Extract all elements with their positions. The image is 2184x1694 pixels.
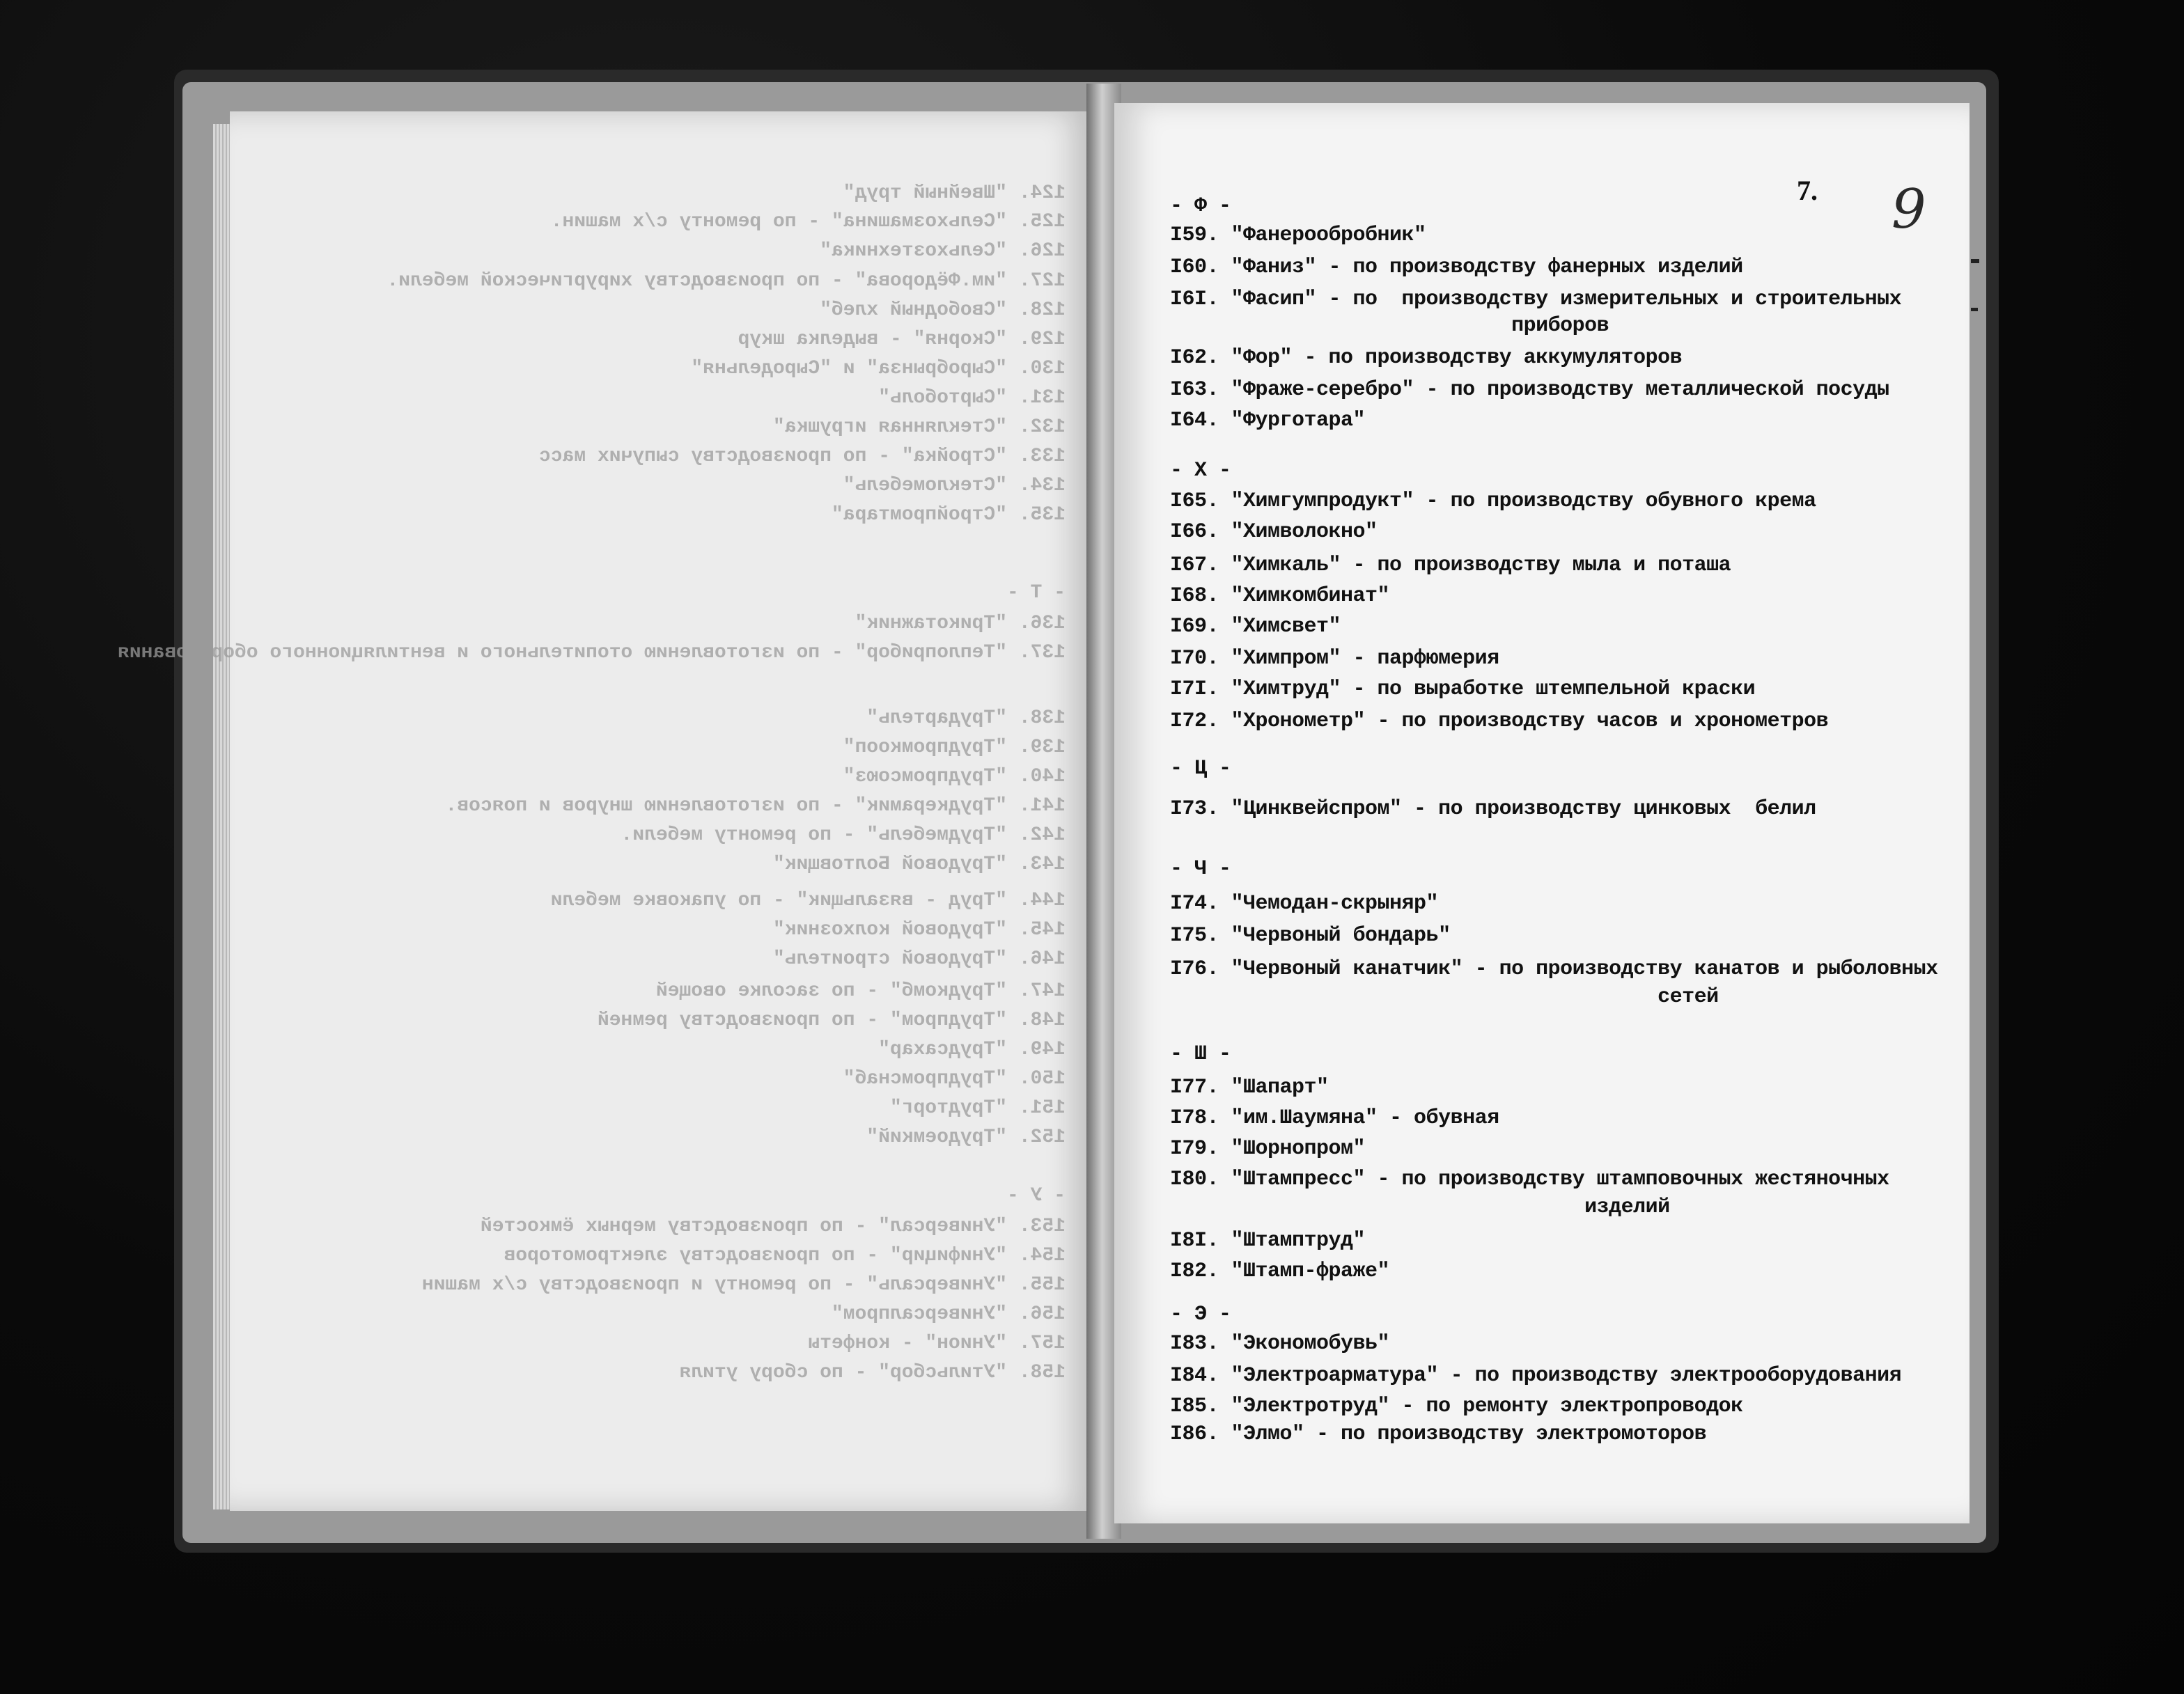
bleed-line: 156. "Универсалпром" (831, 1303, 1066, 1325)
bleed-line: 126. "Сельхозтехника" (820, 240, 1066, 262)
bleed-line: 132. "Стеклянная игрушка" (772, 416, 1066, 438)
bleed-line: 143. "Трудовой Болтовщик" (772, 854, 1066, 875)
bleed-line: 141. "Трудкерамик" - по изготовлению шнуров и поясов. (445, 795, 1066, 817)
list-item: I66. "Химволокно" (1170, 520, 1378, 544)
list-item: I76. "Червоный канатчик" - по производству канатов и рыболовных (1170, 957, 1938, 981)
list-item: I75. "Червоный бондарь" (1170, 924, 1451, 948)
section-header-sh: - Ш - (1170, 1042, 1231, 1066)
list-item: I86. "Элмо" - по производству электромоторов (1170, 1422, 1707, 1446)
list-item: I60. "Фаниз" - по производству фанерных изделий (1170, 256, 1743, 279)
edge-mark (1971, 308, 1978, 311)
list-item: I80. "Штампресс" - по производству штамповочных жестяночных (1170, 1168, 1889, 1191)
list-item-continuation: приборов (1170, 314, 1609, 338)
bleed-line: 155. "Универсаль" - по ремонту и производству с/х машин (421, 1274, 1066, 1296)
bleed-line: 137. "Теплоприбор" - по изготовлению отопительного и вентиляционного оборудования (117, 642, 1066, 664)
list-item: I84. "Электроарматура" - по производству электрооборудования (1170, 1364, 1902, 1388)
list-item: I72. "Хронометр" - по производству часов и хронометров (1170, 709, 1829, 733)
bleed-line: 149. "Трудсахар" (878, 1039, 1066, 1060)
bleed-line: 157. "Унион" - конфеты (808, 1333, 1066, 1354)
bleed-line: 144. "Труд - вязальщик" - по упаковке мебели (550, 890, 1066, 911)
bleed-line: 145. "Трудовой колхозник" (772, 919, 1066, 941)
list-item: I85. "Электротруд" - по ремонту электропроводок (1170, 1395, 1743, 1418)
section-header-f: - Ф - (1170, 194, 1231, 218)
list-item: I68. "Химкомбинат" (1170, 584, 1390, 608)
bleed-line: - Т - (1006, 582, 1066, 604)
bleed-line: 129. "Скорня" - выделка шкур (738, 329, 1066, 350)
bleed-line: 127. "им.Фёдорова" - по производству хирургической мебели. (387, 270, 1066, 292)
list-item-continuation: сетей (1170, 985, 1719, 1009)
bleed-line: 131. "Сыртоболь" (878, 387, 1066, 409)
bleed-line: 140. "Трудпромсоюз" (843, 766, 1066, 787)
section-header-kh: - Х - (1170, 459, 1231, 483)
list-item: I6I. "Фасип" - по производству измерительных и строительных (1170, 288, 1902, 311)
list-item: I70. "Химпром" - парфюмерия (1170, 647, 1499, 670)
bleed-line: 138. "Трудартель" (866, 707, 1066, 729)
bleed-line: 128. "Свободный хлеб" (820, 299, 1066, 321)
bleed-line: 146. "Трудовой строитель" (772, 948, 1066, 970)
page-number: 7. (1797, 175, 1818, 206)
list-item: I78. "им.Шаумяна" - обувная (1170, 1106, 1499, 1130)
bleed-line: 153. "Универсал" - по производству мерных ёмкостей (480, 1216, 1066, 1237)
bleed-line: 150. "Трудпромснаб" (843, 1068, 1066, 1090)
list-item: I67. "Химкаль" - по производству мыла и поташа (1170, 554, 1731, 577)
bleed-line: 134. "Стекломебель" (843, 475, 1066, 496)
bleed-line: 139. "Трудпромкооп" (843, 737, 1066, 758)
bleed-line: 125. "Сельхозмашина" - по ремонту с/х машин. (550, 211, 1066, 233)
list-item: I83. "Экономобувь" (1170, 1332, 1390, 1356)
bleed-line: 130. "Сыробрынза" и "Сыродельня" (691, 358, 1066, 379)
list-item: I73. "Цинквейспром" - по производству цинковых белил (1170, 797, 1816, 821)
bleed-line: 136. "Трикотажник" (855, 613, 1066, 634)
list-item: I77. "Шапарт" (1170, 1076, 1329, 1099)
list-item: I62. "Фор" - по производству аккумуляторов (1170, 346, 1683, 370)
section-header-ts: - Ц - (1170, 757, 1231, 781)
bleed-line: 151. "Трудторг" (889, 1097, 1066, 1119)
bleed-line: 142. "Трудмебель" - по ремонту мебели. (621, 824, 1066, 846)
bleed-line: 148. "Трудпром" - по производству ремней (597, 1010, 1066, 1031)
list-item: I7I. "Химтруд" - по выработке штемпельной краски (1170, 677, 1756, 701)
section-header-e: - Э - (1170, 1303, 1231, 1326)
bleed-line: 133. "Стройка" - по производству сыпучих масс (538, 446, 1066, 467)
archive-stamp-number: 9 (1892, 178, 1926, 241)
list-item: I79. "Шорнопром" (1170, 1137, 1366, 1161)
bleed-line: - У - (1006, 1185, 1066, 1207)
bleed-line: 158. "Утильсбор" - по сбору утиля (679, 1362, 1066, 1383)
edge-mark (1971, 259, 1979, 263)
list-item: I74. "Чемодан-скрыняр" (1170, 892, 1439, 916)
list-item: I82. "Штамп-фраже" (1170, 1260, 1390, 1283)
list-item: I59. "Фанерообробник" (1170, 223, 1426, 247)
list-item: I8I. "Штамптруд" (1170, 1229, 1366, 1253)
bleed-line: 154. "Унифицир" - по производству электромоторов (504, 1245, 1066, 1266)
bleed-line: 147. "Трудкомб" - по засолке овощей (655, 980, 1066, 1002)
list-item-continuation: изделий (1170, 1195, 1670, 1219)
list-item: I64. "Фурготара" (1170, 409, 1366, 432)
section-header-ch: - Ч - (1170, 857, 1231, 881)
list-item: I63. "Фраже-серебро" - по производству металлической посуды (1170, 378, 1889, 402)
bleed-line: 135. "Стройпромтара" (831, 504, 1066, 526)
list-item: I69. "Химсвет" (1170, 615, 1341, 638)
bleed-line: 152. "Трудоемкий" (866, 1127, 1066, 1148)
list-item: I65. "Химгумпродукт" - по производству обувного крема (1170, 489, 1816, 513)
bleed-line: 124. "Швейный труд" (843, 182, 1066, 204)
